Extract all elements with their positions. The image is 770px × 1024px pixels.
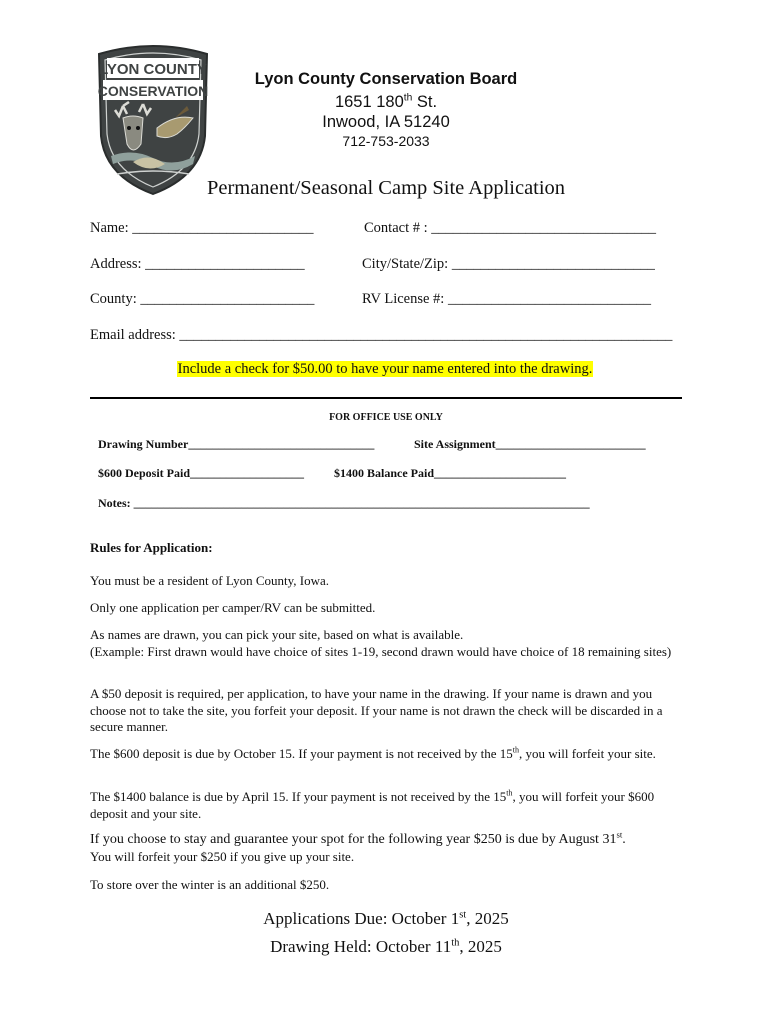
- balance-paid-field[interactable]: $1400 Balance Paid______________________: [334, 466, 567, 480]
- street-address: [200, 93, 572, 112]
- rule-balance-1400-text: The $1400 balance is due by April 15. If your payment is not received by the 15: [90, 789, 507, 804]
- applications-due: [200, 909, 572, 929]
- rule-guarantee-text: If you choose to stay and guarantee your spot for the following year $250 is due by August 31: [90, 832, 617, 847]
- notes-field[interactable]: Notes: ____________________________________________________________________________: [98, 496, 590, 510]
- logo-banner-line1: LYON COUNTY: [99, 61, 207, 78]
- rules-title: Rules for Application:: [90, 540, 213, 555]
- lyon-county-conservation-logo: [93, 44, 213, 196]
- rule-site-pick: [90, 627, 680, 660]
- street-number: 1651 180: [334, 93, 404, 111]
- rule-balance-1400-sup: th: [506, 788, 513, 798]
- rule-guarantee-end: .: [622, 832, 626, 847]
- drawing-held-text: Drawing Held: October 11: [270, 937, 452, 956]
- rule-guarantee-spot: [90, 829, 680, 865]
- contact-field[interactable]: Contact # : _______________________________: [364, 220, 657, 236]
- rule-residency: You must be a resident of Lyon County, Iowa.: [90, 573, 330, 588]
- drawing-notice-highlight: Include a check for $50.00 to have your name entered into the drawing.: [177, 361, 593, 377]
- rule-deposit-600-end: , you will forfeit your site.: [519, 746, 656, 761]
- email-field[interactable]: Email address: ____________________________________________________________________: [90, 327, 673, 343]
- deposit-paid-field[interactable]: $600 Deposit Paid___________________: [98, 466, 305, 480]
- rule-site-pick-line1: As names are drawn, you can pick your site, based on what is available.: [90, 627, 464, 642]
- rule-site-pick-example: (Example: First drawn would have choice of sites 1-19, second drawn would have choice of 18 remaining sites): [90, 643, 672, 659]
- applications-due-year: , 2025: [466, 909, 509, 928]
- street-suffix: th: [403, 92, 413, 104]
- org-name: Lyon County Conservation Board: [254, 70, 518, 88]
- office-use-title: FOR OFFICE USE ONLY: [329, 412, 443, 423]
- rule-guarantee-line1: [90, 829, 680, 849]
- rule-deposit-600: [90, 746, 680, 763]
- office-divider: [90, 397, 682, 399]
- drawing-held-year: , 2025: [459, 937, 502, 956]
- city-state-zip-field[interactable]: City/State/Zip: ____________________________: [362, 256, 655, 272]
- rule-deposit-50: A $50 deposit is required, per application, to have your name in the drawing. If your name is drawn and you choose not to take the site, you forfeit your deposit. If your name is not drawn the check will be discarded in a secure manner.: [90, 686, 663, 734]
- city-address: Inwood, IA 51240: [322, 113, 450, 131]
- rule-guarantee-line2: You will forfeit your $250 if you give up your site.: [90, 848, 355, 864]
- rv-license-field[interactable]: RV License #: ____________________________: [362, 291, 651, 307]
- rule-deposit-600-text: The $600 deposit is due by October 15. If your payment is not received by the 15: [90, 746, 513, 761]
- applications-due-text: Applications Due: October 1: [263, 909, 460, 928]
- name-field[interactable]: Name: _________________________: [90, 220, 314, 236]
- logo-banner-line2: CONSERVATION: [97, 83, 209, 99]
- rule-winter-storage: To store over the winter is an additional $250.: [90, 877, 330, 892]
- rule-balance-1400: [90, 789, 680, 822]
- drawing-number-field[interactable]: Drawing Number_______________________________: [98, 437, 375, 451]
- address-field[interactable]: Address: ______________________: [90, 256, 305, 272]
- rule-guarantee-sup: st: [616, 829, 623, 840]
- phone-number: 712-753-2033: [342, 133, 430, 149]
- applications-due-sup: st: [459, 909, 467, 921]
- drawing-held-sup: th: [451, 937, 460, 949]
- rule-deposit-600-sup: th: [512, 745, 520, 755]
- drawing-held: [200, 937, 572, 957]
- rule-balance-1400-end: , you will forfeit your $600 deposit and your site.: [90, 789, 655, 821]
- street-name: St.: [412, 93, 438, 111]
- site-assignment-field[interactable]: Site Assignment_________________________: [414, 437, 646, 451]
- drawing-notice: [90, 361, 680, 378]
- county-field[interactable]: County: ________________________: [90, 291, 315, 307]
- rule-one-application: Only one application per camper/RV can be submitted.: [90, 600, 376, 615]
- form-title: Permanent/Seasonal Camp Site Application: [206, 177, 566, 199]
